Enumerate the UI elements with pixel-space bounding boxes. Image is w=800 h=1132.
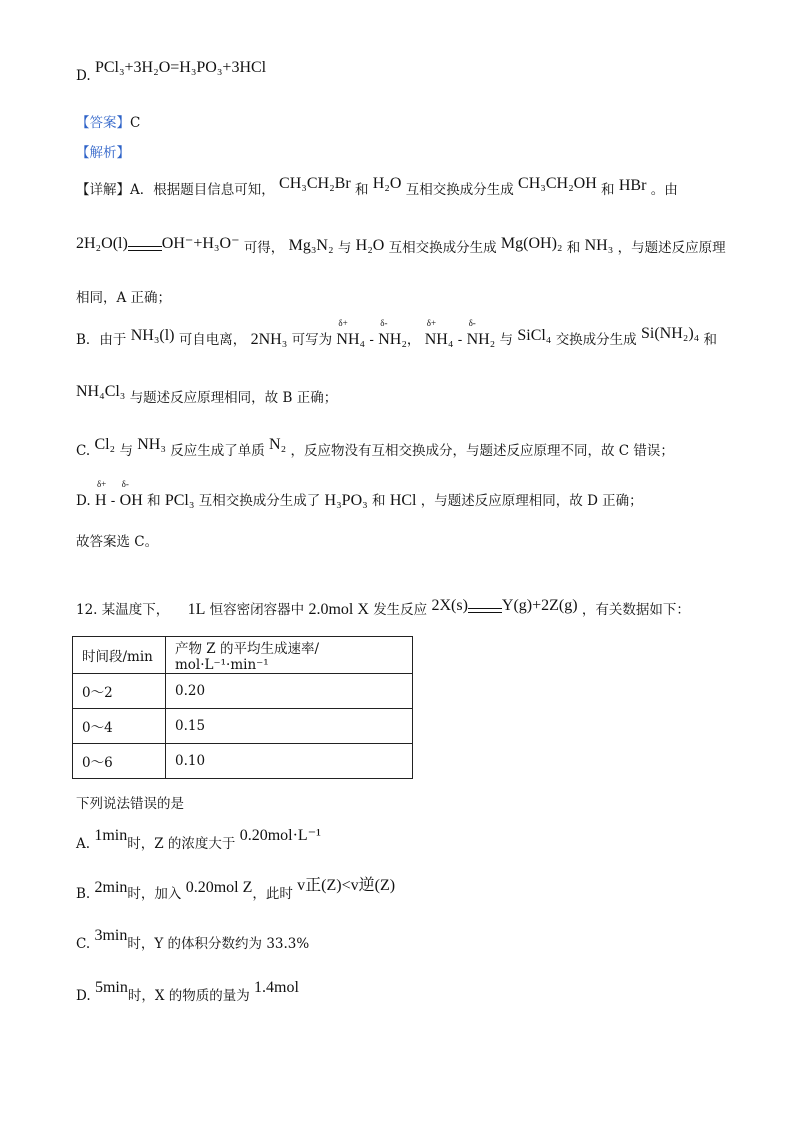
- text: ，此时: [252, 886, 293, 902]
- q12-option-c: [76, 927, 310, 954]
- formula: 0.20mol Z: [185, 879, 253, 896]
- table-cell: 0～4: [73, 709, 166, 744]
- formula: 2.0mol X: [308, 601, 369, 618]
- option-label: B．由于: [76, 332, 127, 348]
- formula: H₂O: [372, 175, 402, 192]
- formula: Y(g)+2Z(g): [501, 597, 578, 614]
- text: 时，加入: [127, 886, 182, 902]
- text: 与题述反应原理相同，故 B 正确；: [129, 390, 338, 406]
- formula: H₃PO₃: [324, 492, 368, 509]
- q12-prompt: [76, 794, 184, 814]
- formula: HBr: [618, 177, 647, 194]
- formula: v正(Z)<v逆(Z): [297, 877, 396, 894]
- detail-c-line: [76, 436, 674, 461]
- partial-charge-formula: [378, 318, 407, 350]
- detail-b-line-1: B．由于 NH₃(l) 可自电离， 2NH₃ 可写为 δ+ NH₄ - δ- NH₂， δ+ NH₄ - δ- NH₂ 与 SiCl₄ 交换成分生成 Si(NH₂)₄ 和: [76, 318, 718, 348]
- table-row: [73, 709, 413, 744]
- analysis-tag-line: [76, 143, 130, 163]
- partial-charge-formula: [119, 479, 143, 511]
- formula: NH₄: [424, 331, 454, 348]
- text: 互相交换成分生成: [405, 182, 514, 198]
- text: 时，Z 的浓度大于: [127, 836, 236, 852]
- table-cell: 0～6: [73, 744, 166, 779]
- formula: NH₃(l): [130, 327, 175, 344]
- text: 可写为: [291, 332, 333, 348]
- formula: HCl: [389, 492, 417, 509]
- option-label: A.: [76, 836, 91, 852]
- formula: N₂: [269, 436, 287, 453]
- table-row: [73, 674, 413, 709]
- text: ，反应物没有互相交换成分，与题述反应原理不同，故 C 错误；: [290, 443, 674, 459]
- text: ，与题述反应原理相同，故 D 正确；: [420, 493, 643, 509]
- formula: NH₄Cl₃: [76, 383, 126, 400]
- formula: 5min: [94, 979, 128, 996]
- text: 互相交换成分生成了: [198, 493, 321, 509]
- formula: CH₃CH₂Br: [279, 175, 351, 192]
- equilibrium-arrow: [468, 606, 502, 616]
- text: 。由: [650, 182, 678, 198]
- formula: H: [94, 492, 107, 509]
- formula: Cl₂: [94, 436, 116, 453]
- text: 和: [147, 493, 161, 509]
- q12-option-d: [76, 979, 299, 1006]
- detail-a-line-3: [76, 288, 171, 308]
- formula: NH₂: [378, 331, 407, 348]
- equilibrium-arrow: [128, 244, 162, 254]
- formula: NH₃: [584, 237, 614, 254]
- rate-data-table: [72, 636, 413, 779]
- table-row: [73, 744, 413, 779]
- text: 发生反应: [373, 602, 428, 618]
- text: 恒容密闭容器中: [209, 602, 305, 618]
- table-cell: 0～2: [73, 674, 166, 709]
- charge-mark: δ-: [380, 318, 388, 328]
- option-d-line: [76, 59, 267, 86]
- formula: SiCl₄: [517, 327, 552, 344]
- text: 与: [499, 332, 514, 348]
- detail-d-line: D. δ+ H - δ- OH 和 PCl₃ 互相交换成分生成了 H₃PO₃ 和 HCl ，与题述反应原理相同，故 D 正确；: [76, 479, 643, 509]
- formula: Mg(OH)₂: [500, 235, 563, 252]
- text: 互相交换成分生成: [388, 240, 497, 256]
- formula: 2H₂O(l): [76, 235, 128, 252]
- formula: OH⁻+H₃O⁻: [161, 235, 240, 252]
- option-label: D.: [76, 493, 91, 509]
- text: 时，X 的物质的量为: [127, 988, 250, 1004]
- analysis-tag: 【解析】: [76, 145, 130, 161]
- table-header-cell: 时间段/min: [73, 637, 166, 674]
- formula: H₂O: [355, 237, 385, 254]
- partial-charge-formula: [424, 318, 454, 350]
- text: 和: [372, 493, 386, 509]
- q12-option-b: [76, 877, 396, 904]
- text: 和: [566, 240, 581, 256]
- table-cell: 0.10: [166, 744, 413, 779]
- text: 与: [337, 240, 352, 256]
- formula: Si(NH₂)₄: [640, 325, 700, 342]
- formula: 1min: [94, 827, 128, 844]
- formula: 1L: [187, 601, 206, 618]
- table-cell: 0.15: [166, 709, 413, 744]
- formula: 0.20mol·L⁻¹: [239, 827, 321, 844]
- formula: NH₃: [137, 436, 166, 453]
- detail-a-line-1: [76, 175, 678, 200]
- formula: 1.4mol: [254, 979, 299, 996]
- conclusion-text: 故答案选 C。: [76, 534, 159, 550]
- detail-a-line-2: [76, 235, 726, 258]
- charge-mark: δ-: [121, 479, 129, 489]
- formula: Mg₃N₂: [288, 237, 334, 254]
- formula: 2X(s): [431, 597, 468, 614]
- text: 交换成分生成: [555, 332, 637, 348]
- partial-charge-formula: [466, 318, 496, 350]
- option-label: C.: [76, 936, 91, 952]
- formula: PCl₃: [164, 492, 195, 509]
- option-label: D.: [76, 988, 91, 1004]
- conclusion-line: [76, 532, 158, 552]
- q12-option-a: [76, 827, 321, 854]
- charge-mark: δ+: [338, 318, 348, 328]
- prompt-text: 下列说法错误的是: [76, 796, 184, 812]
- text: 和: [601, 182, 615, 198]
- answer-value: C: [130, 115, 141, 131]
- formula: NH₂: [466, 331, 496, 348]
- charge-mark: δ-: [468, 318, 476, 328]
- formula: 2NH₃: [250, 331, 288, 348]
- partial-charge-formula: [94, 479, 107, 511]
- answer-tag: 【答案】: [76, 115, 130, 131]
- table-header-cell: 产物 Z 的平均生成速率/ mol·L⁻¹·min⁻¹: [166, 637, 413, 674]
- text: 和: [703, 332, 718, 348]
- table-cell: 0.20: [166, 674, 413, 709]
- text: ，有关数据如下：: [581, 602, 690, 618]
- question-number: 12. 某温度下，: [76, 602, 170, 618]
- text: 和: [354, 182, 369, 198]
- formula: 2min: [94, 879, 128, 896]
- text: 相同，A 正确；: [76, 290, 172, 306]
- text: 与: [119, 443, 133, 459]
- formula: CH₃CH₂OH: [518, 175, 597, 192]
- formula: PCl₃+3H₂O=H₃PO₃+3HCl: [94, 59, 267, 76]
- q12-stem: [76, 597, 690, 620]
- table-header-row: [73, 637, 413, 674]
- text: ，与题述反应原理: [617, 240, 726, 256]
- formula: 3min: [94, 927, 128, 944]
- detail-b-line-2: [76, 383, 338, 408]
- text: 反应生成了单质: [170, 443, 265, 459]
- detail-tag: 【详解】A．根据题目信息可知，: [76, 182, 275, 198]
- charge-mark: δ+: [426, 318, 437, 328]
- option-label: B.: [76, 886, 91, 902]
- formula: NH₄: [336, 331, 366, 348]
- text: ，: [406, 332, 421, 348]
- partial-charge-formula: [336, 318, 366, 350]
- text: 可得，: [243, 240, 285, 256]
- answer-line: [76, 113, 140, 133]
- option-label: C.: [76, 443, 91, 459]
- formula: OH: [119, 492, 143, 509]
- text: 时，Y 的体积分数约为 33.3%: [127, 936, 310, 952]
- text: 可自电离，: [178, 332, 247, 348]
- option-label: D.: [76, 68, 91, 84]
- charge-mark: δ+: [96, 479, 107, 489]
